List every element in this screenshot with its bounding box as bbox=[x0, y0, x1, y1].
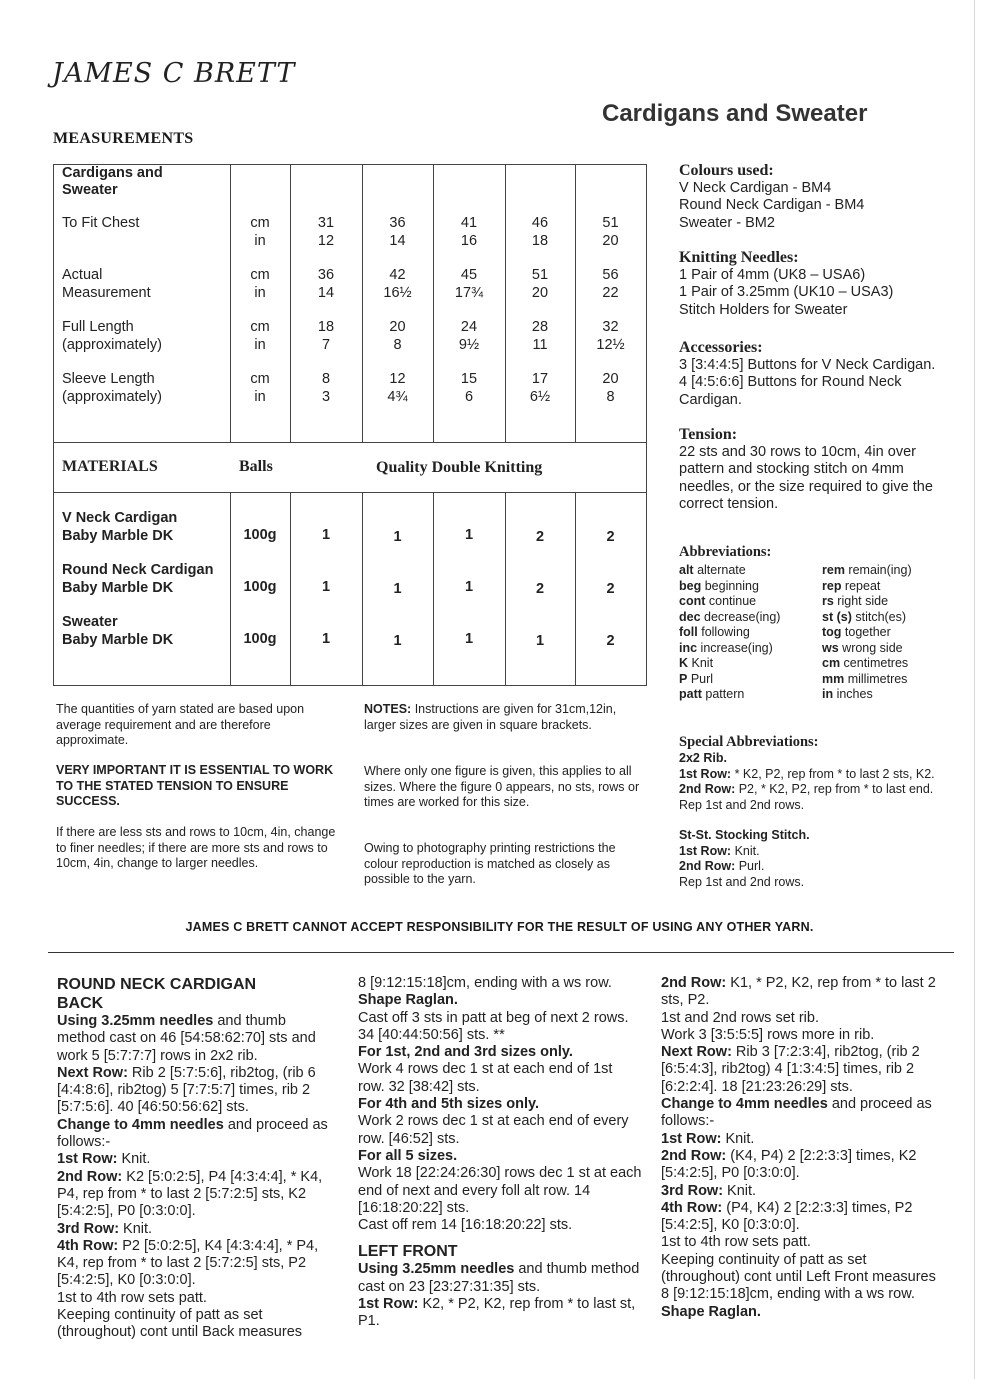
measurements-table bbox=[53, 164, 647, 686]
table-cell: 51 bbox=[602, 215, 619, 231]
abbreviations-heading: Abbreviations: bbox=[679, 544, 772, 560]
abbr-item: cm centimetres bbox=[822, 656, 909, 670]
table-cell: 2 bbox=[535, 529, 545, 545]
tension-line: correct tension. bbox=[679, 496, 779, 512]
abbr-item: ws wrong side bbox=[822, 640, 903, 655]
table-cell: 45 bbox=[460, 267, 478, 283]
material-weight: 100g bbox=[243, 527, 277, 543]
colour-note: Owing to photography printing restrictions the colour reproduction is matched as closely as possible to the yarn. bbox=[364, 841, 616, 886]
abbr-item: P Purl bbox=[679, 671, 714, 686]
rib-title: 2x2 Rib. bbox=[679, 751, 727, 765]
abbr-item: inc increase(ing) bbox=[679, 640, 773, 655]
disclaimer: JAMES C BRETT CANNOT ACCEPT RESPONSIBILITY FOR THE RESULT OF USING ANY OTHER YARN. bbox=[185, 920, 814, 934]
tension-line: 22 sts and 30 rows to 10cm, 4in over bbox=[679, 443, 916, 460]
special-heading: Special Abbreviations: bbox=[679, 734, 819, 750]
abbr-item: st (s) stitch(es) bbox=[822, 609, 907, 624]
notes-label: NOTES: bbox=[364, 702, 412, 716]
accessory-line: Cardigan. bbox=[679, 391, 742, 408]
pattern-column-3: 2nd Row: K1, * P2, K2, rep from * to last 2 sts, P2. 1st and 2nd rows set rib. Work 3 [3:5:5:5] rows more in rib. Next Row: Rib 3 [7:2:3:4], rib2tog, (rib 2 [6:5:4:3], rib2tog) 4 [1:3:4:5] times, rib 2 [6:2:2:4]. 18 [21:23:26:29] sts. Change to 4mm needles and proceed as follows:- 1st Row: Knit. 2nd Row: (K4, P4) 2 [2:2:3:3] times, K2 [5:4:2:5], P0 [0:3:0:0]. 3rd Row: Knit. 4th Row: (P4, K4) 2 [2:2:3:3] times, P2 [5:4:2:5], K0 [0:3:0:0]. 1st to 4th row sets patt. Keeping continuity of patt as set (throughout) cont until Left Front measures 8 [9:12:15:18]cm, ending with a ws row. Shape Raglan. bbox=[661, 975, 936, 1320]
colour-line: Round Neck Cardigan - BM4 bbox=[679, 197, 865, 213]
table-cell: 7 bbox=[321, 337, 331, 353]
table-cell: 16½ bbox=[383, 285, 412, 301]
table-cell: 20 bbox=[602, 371, 619, 387]
abbr-item: K Knit bbox=[679, 656, 714, 670]
table-cell: 28 bbox=[531, 319, 549, 335]
unit: in bbox=[254, 233, 266, 249]
table-cell: 3 bbox=[321, 389, 331, 405]
needles-heading: Knitting Needles: bbox=[679, 249, 799, 266]
table-cell: 32 bbox=[602, 319, 619, 335]
table-cell: 14 bbox=[317, 285, 335, 301]
table-cell: 8 bbox=[321, 371, 331, 387]
row-label: (approximately) bbox=[62, 389, 162, 405]
needles-section bbox=[679, 249, 893, 319]
st-title: St-St. Stocking Stitch. bbox=[679, 828, 810, 842]
balls-label: Balls bbox=[239, 458, 273, 475]
sizes-note bbox=[364, 702, 644, 733]
table-cell: 1 bbox=[464, 527, 474, 543]
table-cell: 41 bbox=[460, 215, 478, 231]
table-cell: 18 bbox=[531, 233, 549, 249]
figure-note: Where only one figure is given, this applies to all sizes. Where the figure 0 appears, no sts, rows or times are worked for this size. bbox=[364, 764, 640, 809]
table-label: Cardigans and bbox=[62, 165, 163, 181]
abbr-item: foll following bbox=[679, 625, 750, 639]
table-cell: 8 bbox=[606, 389, 615, 405]
unit: cm bbox=[250, 215, 270, 231]
material-name: Baby Marble DK bbox=[62, 632, 174, 648]
notes-text: Instructions are given for 31cm,12in, larger sizes are given in square brackets. bbox=[364, 702, 617, 732]
tension-line: needles, or the size required to give the bbox=[679, 478, 933, 495]
abbr-item: rs right side bbox=[822, 594, 889, 608]
table-cell: 1 bbox=[393, 633, 402, 649]
table-cell: 4¾ bbox=[387, 389, 408, 405]
table-cell: 42 bbox=[389, 267, 406, 283]
quality-label: Quality Double Knitting bbox=[376, 459, 543, 476]
abbr-item: rem remain(ing) bbox=[822, 563, 912, 577]
table-cell: 6½ bbox=[529, 389, 551, 405]
colour-line: V Neck Cardigan - BM4 bbox=[679, 179, 832, 196]
colours-heading: Colours used: bbox=[679, 162, 774, 179]
tension-line: pattern and stocking stitch on 4mm bbox=[679, 461, 904, 477]
special-abbreviations: Special Abbreviations: 2x2 Rib. 1st Row: * K2, P2, rep from * to last 2 sts, K2. 2nd Row: P2, * K2, P2, rep from * to last end. Rep 1st and 2nd rows. St-St. Stocking Stitch. 1st Row: Knit. 2nd Row: Purl. Rep 1st and 2nd rows. bbox=[679, 734, 969, 890]
table-cell: 16 bbox=[460, 233, 478, 249]
table-cell: 9½ bbox=[458, 337, 480, 353]
section-subheading: BACK bbox=[57, 995, 104, 1012]
table-cell: 36 bbox=[389, 215, 406, 231]
abbreviations-left bbox=[679, 563, 780, 703]
abbr-item: beg beginning bbox=[679, 578, 759, 593]
divider bbox=[48, 952, 954, 953]
table-cell: 1 bbox=[393, 529, 402, 545]
material-weight: 100g bbox=[243, 631, 277, 647]
table-cell: 8 bbox=[393, 337, 402, 353]
needle-line: Stitch Holders for Sweater bbox=[679, 301, 848, 318]
table-cell: 2 bbox=[535, 581, 545, 597]
unit: cm bbox=[250, 371, 270, 387]
accessory-line: 4 [4:5:6:6] Buttons for Round Neck bbox=[679, 374, 902, 390]
abbr-item: in inches bbox=[822, 687, 873, 701]
table-cell: 17¾ bbox=[454, 285, 484, 301]
table-cell: 12½ bbox=[596, 337, 625, 353]
table-cell: 22 bbox=[602, 285, 619, 301]
colour-line: Sweater - BM2 bbox=[679, 214, 775, 231]
table-cell: 1 bbox=[321, 527, 331, 543]
unit: in bbox=[254, 285, 266, 301]
materials-label: MATERIALS bbox=[62, 458, 158, 475]
unit: in bbox=[254, 389, 266, 405]
abbr-item: rep repeat bbox=[822, 578, 881, 593]
table-cell: 20 bbox=[389, 319, 406, 335]
table-cell: 1 bbox=[321, 579, 331, 595]
table-cell: 20 bbox=[531, 285, 549, 301]
material-name: Baby Marble DK bbox=[62, 580, 174, 596]
material-weight: 100g bbox=[243, 579, 277, 595]
table-cell: 51 bbox=[531, 267, 549, 283]
pattern-column-1: ROUND NECK CARDIGAN BACK Using 3.25mm needles and thumb method cast on 46 [54:58:62:70] sts and work 5 [5:7:7:7] rows in 2x2 rib. Next Row: Rib 2 [5:7:5:6], rib2tog, (rib 6 [4:4:8:6], rib2tog) 5 [7:7:5:7] times, rib 2 [5:7:5:6]. 40 [46:50:56:62] sts. Change to 4mm needles and proceed as follows:- 1st Row: Knit. 2nd Row: K2 [5:0:2:5], P4 [4:3:4:4], * K4, P4, rep from * to last 2 [5:7:2:5] sts, K2 [5:4:2:5], P0 [0:3:0:0]. 3rd Row: Knit. 4th Row: P2 [5:0:2:5], K4 [4:3:4:4], * P4, K4, rep from * to last 2 [5:7:2:5] sts, P2 [5:4:2:5], K0 [0:3:0:0]. 1st to 4th row sets patt. Keeping continuity of patt as set (throughout) cont until Back measures bbox=[57, 975, 337, 1342]
abbr-item: tog together bbox=[822, 625, 891, 639]
pattern-column-2: 8 [9:12:15:18]cm, ending with a ws row. Shape Raglan. Cast off 3 sts in patt at beg of next 2 rows. 34 [40:44:50:56] sts. ** For 1st, 2nd and 3rd sizes only. Work 4 rows dec 1 st at each end of 1st row. 32 [38:42] sts. For 4th and 5th sizes only. Work 2 rows dec 1 st at each end of every row. [46:52] sts. For all 5 sizes. Work 18 [22:24:26:30] rows dec 1 st at each end of next and every foll alt row. 14 [16:18:20:22] sts. Cast off rem 14 [16:18:20:22] sts. LEFT FRONT Using 3.25mm needles and thumb method cast on 23 [23:27:31:35] sts. 1st Row: K2, * P2, K2, rep from * to last st, P1. bbox=[358, 975, 642, 1330]
page-title: Cardigans and Sweater bbox=[602, 100, 868, 127]
table-cell: 1 bbox=[535, 633, 545, 649]
table-cell: 17 bbox=[531, 371, 549, 387]
row-label: Measurement bbox=[62, 285, 151, 301]
abbr-item: patt pattern bbox=[679, 687, 745, 701]
table-cell: 20 bbox=[602, 233, 619, 249]
page-edge-line bbox=[974, 0, 975, 1379]
table-cell: 46 bbox=[531, 215, 549, 231]
abbreviations-right bbox=[822, 563, 912, 703]
brand-logo: JAMES C BRETT bbox=[52, 58, 296, 89]
table-cell: 36 bbox=[317, 267, 335, 283]
table-cell: 6 bbox=[464, 389, 474, 405]
table-cell: 2 bbox=[606, 529, 615, 545]
material-name: Baby Marble DK bbox=[62, 528, 174, 544]
table-cell: 15 bbox=[460, 371, 478, 387]
material-name: Sweater bbox=[62, 614, 118, 630]
material-name: Round Neck Cardigan bbox=[62, 562, 214, 578]
table-cell: 1 bbox=[321, 631, 331, 647]
unit: cm bbox=[250, 267, 270, 283]
table-cell: 2 bbox=[606, 581, 615, 597]
unit: in bbox=[254, 337, 266, 353]
table-cell: 1 bbox=[464, 631, 474, 647]
abbr-item: mm millimetres bbox=[822, 671, 908, 686]
needle-line: 1 Pair of 3.25mm (UK10 – USA3) bbox=[679, 284, 894, 300]
table-cell: 1 bbox=[464, 579, 474, 595]
section-heading: LEFT FRONT bbox=[358, 1243, 458, 1261]
table-cell: 2 bbox=[606, 633, 615, 649]
measurements-heading: MEASUREMENTS bbox=[53, 130, 194, 147]
row-label: Sleeve Length bbox=[62, 371, 155, 387]
accessories-section bbox=[679, 339, 935, 409]
row-label: Full Length bbox=[62, 319, 134, 335]
row-label: Actual bbox=[62, 267, 103, 283]
section-heading: ROUND NECK CARDIGAN bbox=[57, 976, 257, 993]
abbr-item: alt alternate bbox=[679, 563, 746, 577]
colours-section bbox=[679, 162, 864, 232]
tension-adjust-note: If there are less sts and rows to 10cm, 4in, change to finer needles; if there are more sts and rows to 10cm, 4in, change to larger needles. bbox=[56, 825, 336, 870]
table-label: Sweater bbox=[62, 182, 118, 198]
accessories-heading: Accessories: bbox=[679, 339, 763, 356]
row-label: (approximately) bbox=[62, 337, 162, 353]
table-cell: 24 bbox=[460, 319, 478, 335]
accessory-line: 3 [3:4:4:5] Buttons for V Neck Cardigan. bbox=[679, 356, 936, 373]
table-cell: 14 bbox=[389, 233, 406, 249]
abbr-item: dec decrease(ing) bbox=[679, 609, 781, 624]
tension-section bbox=[679, 426, 933, 514]
row-label: To Fit Chest bbox=[62, 215, 140, 231]
tension-warning: VERY IMPORTANT IT IS ESSENTIAL TO WORK TO THE STATED TENSION TO ENSURE SUCCESS. bbox=[56, 763, 334, 808]
unit: cm bbox=[250, 319, 270, 335]
table-cell: 31 bbox=[317, 215, 335, 231]
yarn-quantity-note: The quantities of yarn stated are based upon average requirement and are therefore approximate. bbox=[56, 702, 305, 747]
table-cell: 1 bbox=[393, 581, 402, 597]
table-cell: 12 bbox=[389, 371, 406, 387]
material-name: V Neck Cardigan bbox=[62, 510, 178, 526]
tension-heading: Tension: bbox=[679, 426, 738, 443]
table-cell: 56 bbox=[602, 267, 619, 283]
table-cell: 12 bbox=[317, 233, 335, 249]
abbr-item: cont continue bbox=[679, 594, 757, 608]
needle-line: 1 Pair of 4mm (UK8 – USA6) bbox=[679, 266, 866, 283]
table-cell: 18 bbox=[317, 319, 335, 335]
table-cell: 11 bbox=[532, 337, 548, 353]
